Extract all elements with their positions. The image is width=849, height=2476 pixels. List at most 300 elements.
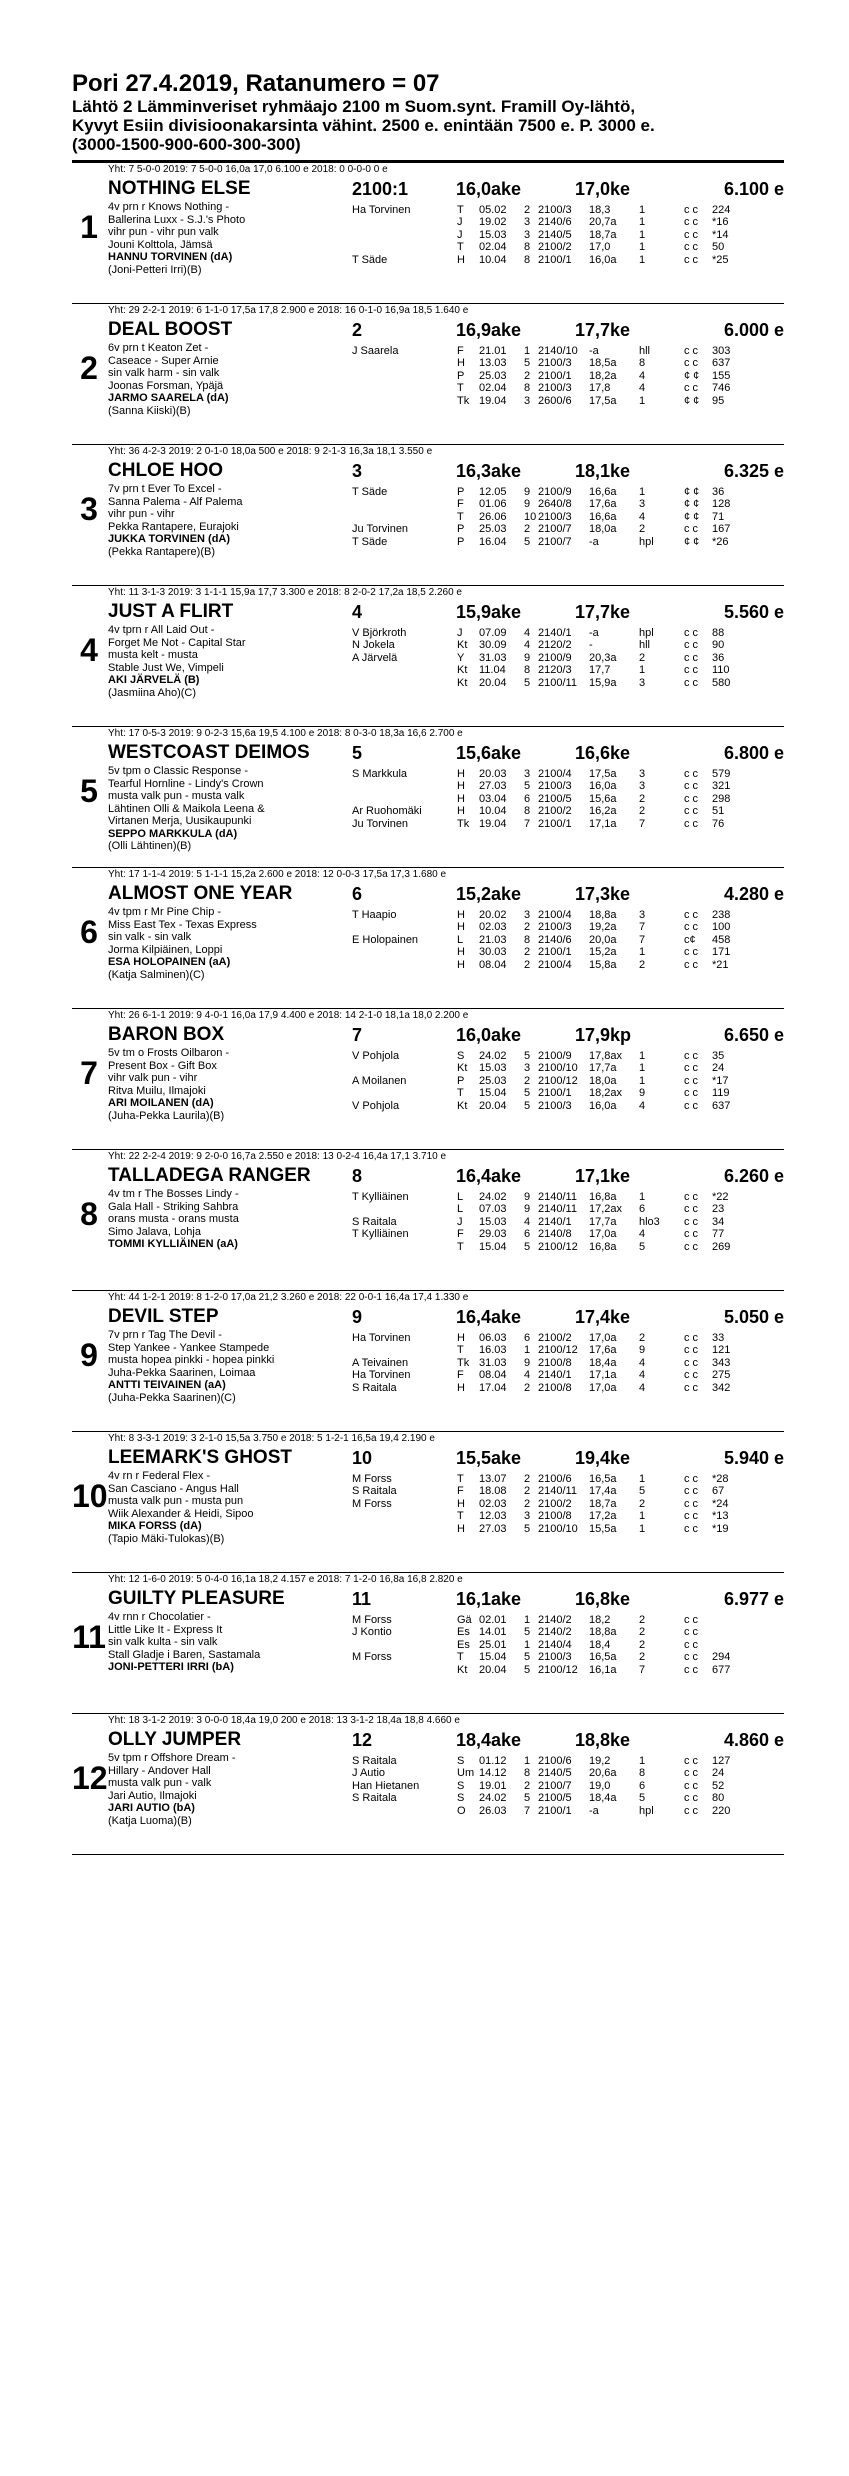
start-track: F [457,1485,464,1498]
start-post: 5 [524,1792,531,1805]
start-shoes: c c [684,1215,699,1228]
start-time: 16,0a [589,780,617,793]
career-stats: Yht: 8 3-3-1 2019: 3 2-1-0 15,5a 3.750 e 2018: 5 1-2-1 16,5a 19,4 2.190 e [108,1433,435,1444]
start-post: 7 [524,817,531,830]
start-odds: *14 [712,228,729,241]
start-driver: V Björkroth [352,627,407,639]
start-row [352,959,784,971]
start-track-position: 7 [352,1025,363,1045]
start-odds: 50 [712,241,725,254]
start-time: 17,6a [589,1344,617,1357]
start-distance: 2100/3 [538,921,572,934]
start-odds: 51 [712,805,725,818]
start-track: F [457,1369,464,1382]
start-track: F [457,345,464,357]
career-stats: Yht: 12 1-6-0 2019: 5 0-4-0 16,1a 18,2 4.157 e 2018: 7 1-2-0 16,8a 16,8 2.820 e [108,1574,463,1585]
start-distance: 2100/10 [538,1522,578,1535]
driver-name: AKI JÄRVELÄ (B) [108,674,200,686]
start-date: 02.04 [479,241,507,254]
career-stats: Yht: 7 5-0-0 2019: 7 5-0-0 16,0a 17,0 6.100 e 2018: 0 0-0-0 0 e [108,164,388,175]
trainer-name: (Katja Luoma)(B) [108,1814,192,1827]
start-shoes: c c [684,1228,699,1241]
start-post: 5 [524,1651,531,1664]
start-placing: 7 [639,1663,646,1676]
career-stats: Yht: 26 6-1-1 2019: 9 4-0-1 16,0a 17,9 4.400 e 2018: 14 2-1-0 18,1a 18,0 2.200 e [108,1010,469,1021]
horse-info-line: sin valk harm - sin valk [108,367,220,379]
start-track: P [457,486,465,498]
start-track: Kt [457,1663,468,1676]
start-odds: 220 [712,1804,731,1817]
start-track: T [457,1344,464,1357]
trainer-name: (Pekka Rantapere)(B) [108,545,215,558]
start-track: J [457,1215,463,1228]
horse-info-line: Stall Gladje i Baren, Sastamala [108,1648,261,1661]
start-post: 8 [524,241,531,254]
start-distance: 2100/2 [538,1332,572,1344]
horse-name: CHLOE HOO [108,460,224,481]
start-odds: 127 [712,1755,731,1767]
trainer-name: (Katja Salminen)(C) [108,968,205,981]
start-odds: 294 [712,1651,731,1664]
horse-info [108,1188,313,1251]
start-shoes: ¢ ¢ [684,394,700,407]
earnings: 6.800 e [723,743,784,763]
start-row [352,768,784,780]
horse-name: OLLY JUMPER [108,1729,242,1750]
start-placing: 4 [639,510,646,523]
start-post: 1 [524,1344,531,1357]
start-distance: 2100/1 [538,1087,572,1100]
start-track-position: 9 [352,1307,363,1327]
start-track: Es [457,1638,470,1651]
start-distance: 2120/2 [538,639,572,652]
start-distance: 2100/3 [538,510,572,523]
start-shoes: ¢ ¢ [684,535,700,548]
start-placing: 4 [639,1099,646,1112]
start-time: 19,0 [589,1779,611,1792]
start-shoes: c c [684,817,699,830]
start-shoes: ¢ ¢ [684,369,700,382]
start-time: 17,0 [589,241,611,254]
start-odds: 342 [712,1381,731,1394]
start-row [352,1382,784,1394]
start-date: 27.03 [479,1522,507,1535]
record-auto: 16,0ake [456,179,522,199]
start-placing: 2 [639,1614,646,1626]
start-track: H [457,921,465,934]
start-odds: 80 [712,1792,725,1805]
program-number: 3 [80,491,98,527]
start-driver: Ar Ruohomäki [352,805,422,818]
start-distance: 2640/8 [538,498,572,511]
start-distance: 2140/2 [538,1614,572,1626]
start-odds: 36 [712,651,725,664]
start-row [352,1216,784,1228]
start-distance: 2140/11 [538,1191,577,1203]
start-shoes: c c [684,805,699,818]
start-track: S [457,1779,465,1792]
career-stats: Yht: 17 1-1-4 2019: 5 1-1-1 15,2a 2.600 e 2018: 12 0-0-3 17,5a 17,3 1.680 e [108,869,447,880]
start-shoes: c c [684,1755,699,1767]
start-post: 5 [524,1663,531,1676]
start-row [352,1087,784,1099]
start-time: 19,2 [589,1755,611,1767]
start-placing: 2 [639,958,646,971]
recent-starts [352,1614,784,1676]
start-post: 2 [524,1074,531,1087]
start-row [352,1498,784,1510]
trainer-name: (Juha-Pekka Laurila)(B) [108,1109,225,1122]
start-distance: 2100/8 [538,1510,572,1523]
start-time: 18,4a [589,1356,617,1369]
horse-entry [72,163,784,304]
start-track: J [457,228,463,241]
start-post: 4 [524,1369,531,1382]
start-date: 18.08 [479,1485,507,1498]
start-placing: 9 [639,1344,646,1357]
start-shoes: c c [684,1614,699,1626]
start-distance: 2100/3 [538,1651,572,1664]
start-date: 16.03 [479,1344,507,1357]
record-volt: 18,8ke [575,1730,631,1750]
horse-entry [72,727,784,868]
start-track: H [457,909,465,921]
start-track: F [457,1228,464,1241]
start-time: 15,5a [589,1522,617,1535]
start-row [352,1369,784,1381]
start-placing: 4 [639,382,646,395]
start-driver: T Säde [352,253,388,266]
horse-name: GUILTY PLEASURE [108,1588,285,1609]
horse-info [108,1752,313,1827]
start-post: 10 [524,510,537,523]
trainer-name: (Juha-Pekka Saarinen)(C) [108,1391,236,1404]
horse-info-line: Stable Just We, Vimpeli [108,661,224,674]
start-row [352,818,784,830]
start-track: T [457,1651,464,1664]
start-time: 16,0a [589,1099,617,1112]
start-shoes: c c [684,676,699,689]
horse-entry [72,586,784,727]
start-post: 5 [524,1522,531,1535]
start-odds: 88 [712,627,725,639]
start-track: T [457,1473,464,1485]
start-distance: 2140/6 [538,933,572,946]
start-driver: N Jokela [352,639,395,652]
start-row [352,1050,784,1062]
start-placing: 2 [639,651,646,664]
start-date: 08.04 [479,958,507,971]
start-track: H [457,780,465,793]
horse-info-line: Jorma Kilpiäinen, Loppi [108,943,223,956]
start-distance: 2100/4 [538,768,572,780]
start-time: -a [589,535,599,548]
start-time: 17,6a [589,498,617,511]
start-placing: 9 [639,1087,646,1100]
start-row [352,805,784,817]
start-odds: 110 [712,664,730,677]
recent-starts [352,1191,784,1253]
start-date: 25.03 [479,523,507,536]
start-time: -a [589,1804,599,1817]
start-time: 20,6a [589,1767,617,1780]
start-placing: 1 [639,1050,646,1062]
driver-name: HANNU TORVINEN (dA) [108,251,233,263]
start-time: 18,8a [589,1626,617,1639]
start-time: 20,0a [589,933,617,946]
start-odds: 121 [712,1344,731,1357]
start-shoes: c c [684,228,699,241]
start-driver: M Forss [352,1497,392,1510]
start-shoes: c c [684,216,699,229]
start-odds: 119 [712,1087,730,1100]
program-number: 9 [80,1337,98,1373]
start-track: Tk [457,817,470,830]
horse-info-line: Caseace - Super Arnie [108,354,219,367]
start-driver: J Kontio [352,1626,392,1639]
start-time: 17,5a [589,394,617,407]
start-driver: T Kylliäinen [352,1228,409,1241]
start-track: H [457,805,465,818]
start-placing: hll [639,345,651,357]
start-time: 17,7a [589,1215,617,1228]
horse-info-line: 4v tpm r Mr Pine Chip - [108,906,222,918]
start-row [352,486,784,498]
start-distance: 2140/4 [538,1638,572,1651]
driver-name: JUKKA TORVINEN (dA) [108,533,231,545]
horse-info-line: Joonas Forsman, Ypäjä [108,379,224,392]
start-date: 01.06 [479,498,507,511]
start-distance: 2100/9 [538,486,572,498]
trainer-name: (Joni-Petteri Irri)(B) [108,263,202,276]
start-placing: 3 [639,498,646,511]
start-track: H [457,768,465,780]
start-odds: *13 [712,1510,729,1523]
start-odds: 321 [712,780,731,793]
recent-starts [352,1050,784,1112]
start-date: 19.04 [479,817,507,830]
start-row [352,946,784,958]
start-shoes: ¢ ¢ [684,510,700,523]
horse-info-line: Jari Autio, Ilmajoki [108,1789,197,1802]
earnings: 6.260 e [723,1166,784,1186]
earnings: 6.977 e [723,1589,784,1609]
horse-info [108,1047,313,1122]
start-row [352,1626,784,1638]
start-post: 8 [524,933,531,946]
record-auto: 15,5ake [456,1448,522,1468]
start-row [352,1473,784,1485]
start-row [352,241,784,253]
record-auto: 16,3ake [456,461,522,481]
start-date: 05.02 [479,204,507,216]
start-time: 17,8 [589,382,611,395]
start-distance: 2100/11 [538,676,577,689]
record-auto: 16,9ake [456,320,522,340]
start-track: Kt [457,664,468,677]
horse-info-line: 6v prn t Keaton Zet - [108,342,209,354]
start-post: 2 [524,369,531,382]
start-time: 18,4a [589,1792,617,1805]
start-post: 9 [524,651,531,664]
start-post: 5 [524,1099,531,1112]
start-row [352,1755,784,1767]
start-row [352,1485,784,1497]
start-placing: 7 [639,921,646,934]
horse-info-line: vihr valk pun - vihr [108,1072,198,1084]
start-shoes: c c [684,1381,699,1394]
record-volt: 19,4ke [575,1448,631,1468]
start-track: H [457,958,465,971]
start-distance: 2100/5 [538,1792,572,1805]
start-post: 3 [524,228,531,241]
horse-entry [72,1432,784,1573]
start-odds: 77 [712,1228,725,1241]
start-shoes: c c [684,627,699,639]
start-date: 26.03 [479,1804,507,1817]
driver-name: ESA HOLOPAINEN (aA) [108,956,231,968]
horse-info-line: Simo Jalava, Lohja [108,1225,201,1238]
driver-name: TOMMI KYLLIÄINEN (aA) [108,1238,238,1250]
horse-info-line: Virtanen Merja, Uusikaupunki [108,815,252,827]
record-volt: 18,1ke [575,461,631,481]
horse-name: JUST A FLIRT [108,601,234,622]
horse-info [108,342,313,417]
career-stats: Yht: 17 0-5-3 2019: 9 0-2-3 15,6a 19,5 4.100 e 2018: 8 0-3-0 18,3a 16,6 2.700 e [108,728,463,739]
start-shoes: c c [684,1473,699,1485]
start-track: P [457,369,465,382]
start-row [352,1332,784,1344]
start-shoes: c c [684,1638,699,1651]
start-date: 07.09 [479,627,507,639]
horse-info-line: Ballerina Luxx - S.J.'s Photo [108,213,246,226]
start-shoes: c c [684,1651,699,1664]
start-driver: S Raitala [352,1792,397,1805]
start-date: 19.02 [479,216,507,229]
start-shoes: c c [684,1497,699,1510]
start-row [352,793,784,805]
horse-info-line: musta valk pun - valk [108,1777,212,1789]
start-time: 18,7a [589,228,617,241]
start-post: 5 [524,1087,531,1100]
start-row [352,1062,784,1074]
start-driver: S Raitala [352,1755,397,1767]
start-time: 17,0a [589,1228,617,1241]
start-row [352,780,784,792]
start-row [352,345,784,357]
start-time: 17,2ax [589,1203,623,1216]
start-odds: 458 [712,933,731,946]
program-number: 7 [80,1055,98,1091]
start-distance: 2100/6 [538,1473,572,1485]
record-volt: 17,3ke [575,884,631,904]
start-post: 3 [524,768,531,780]
career-stats: Yht: 11 3-1-3 2019: 3 1-1-1 15,9a 17,7 3.300 e 2018: 8 2-0-2 17,2a 18,5 2.260 e [108,587,462,598]
start-date: 31.03 [479,651,507,664]
start-shoes: c c [684,1804,699,1817]
start-post: 7 [524,1804,531,1817]
start-row [352,1664,784,1676]
start-track: H [457,792,465,805]
start-date: 24.02 [479,1792,507,1805]
start-placing: hll [639,639,651,652]
start-time: 18,2ax [589,1087,623,1100]
start-row [352,1639,784,1651]
start-distance: 2100/10 [538,1062,578,1075]
start-date: 13.03 [479,357,507,370]
start-shoes: c c [684,921,699,934]
start-time: 16,8a [589,1240,617,1253]
start-odds: 100 [712,921,731,934]
start-track: Tk [457,394,470,407]
start-shoes: c c [684,664,699,677]
program-number: 12 [72,1760,108,1796]
start-track: H [457,357,465,370]
start-date: 31.03 [479,1356,507,1369]
program-number: 2 [80,350,98,386]
horse-info-line: orans musta - orans musta [108,1213,239,1225]
start-post: 5 [524,1240,531,1253]
start-date: 16.04 [479,535,507,548]
start-driver: M Forss [352,1473,392,1485]
start-track: S [457,1792,465,1805]
start-odds: 579 [712,768,731,780]
start-shoes: c c [684,382,699,395]
horse-info [108,906,313,981]
start-distance: 2100/8 [538,1356,572,1369]
start-track: Y [457,651,465,664]
start-row [352,1203,784,1215]
start-placing: 1 [639,228,646,241]
record-volt: 16,6ke [575,743,631,763]
start-time: 19,2a [589,921,617,934]
start-track-position: 10 [352,1448,373,1468]
horse-info [108,765,313,853]
start-post: 9 [524,486,531,498]
start-placing: 7 [639,933,646,946]
trainer-name: (Jasmiina Aho)(C) [108,686,197,699]
horse-info [108,1470,313,1545]
career-stats: Yht: 36 4-2-3 2019: 2 0-1-0 18,0a 500 e 2018: 9 2-1-3 16,3a 18,1 3.550 e [108,446,433,457]
start-distance: 2100/3 [538,357,572,370]
start-date: 12.03 [479,1510,507,1523]
start-placing: 2 [639,1626,646,1639]
start-placing: 2 [639,1332,646,1344]
start-odds: 677 [712,1663,731,1676]
start-post: 3 [524,394,531,407]
start-post: 3 [524,909,531,921]
start-post: 2 [524,1497,531,1510]
start-driver: S Raitala [352,1381,397,1394]
start-date: 20.02 [479,909,507,921]
start-time: 18,2 [589,1614,611,1626]
horse-entry [72,1573,784,1714]
start-track-position: 5 [352,743,363,763]
start-driver: T Säde [352,535,388,548]
driver-name: JARMO SAARELA (dA) [108,392,229,404]
start-date: 29.03 [479,1228,507,1241]
start-shoes: c c [684,1062,699,1075]
start-time: 17,8ax [589,1050,623,1062]
start-placing: 5 [639,1792,646,1805]
horse-info-line: Sanna Palema - Alf Palema [108,495,243,508]
horse-info-line: vihr pun - vihr [108,508,175,520]
horse-entry [72,1009,784,1150]
horse-entry [72,1714,784,1855]
start-time: 15,8a [589,958,617,971]
start-distance: 2100/12 [538,1074,578,1087]
start-date: 30.09 [479,639,507,652]
